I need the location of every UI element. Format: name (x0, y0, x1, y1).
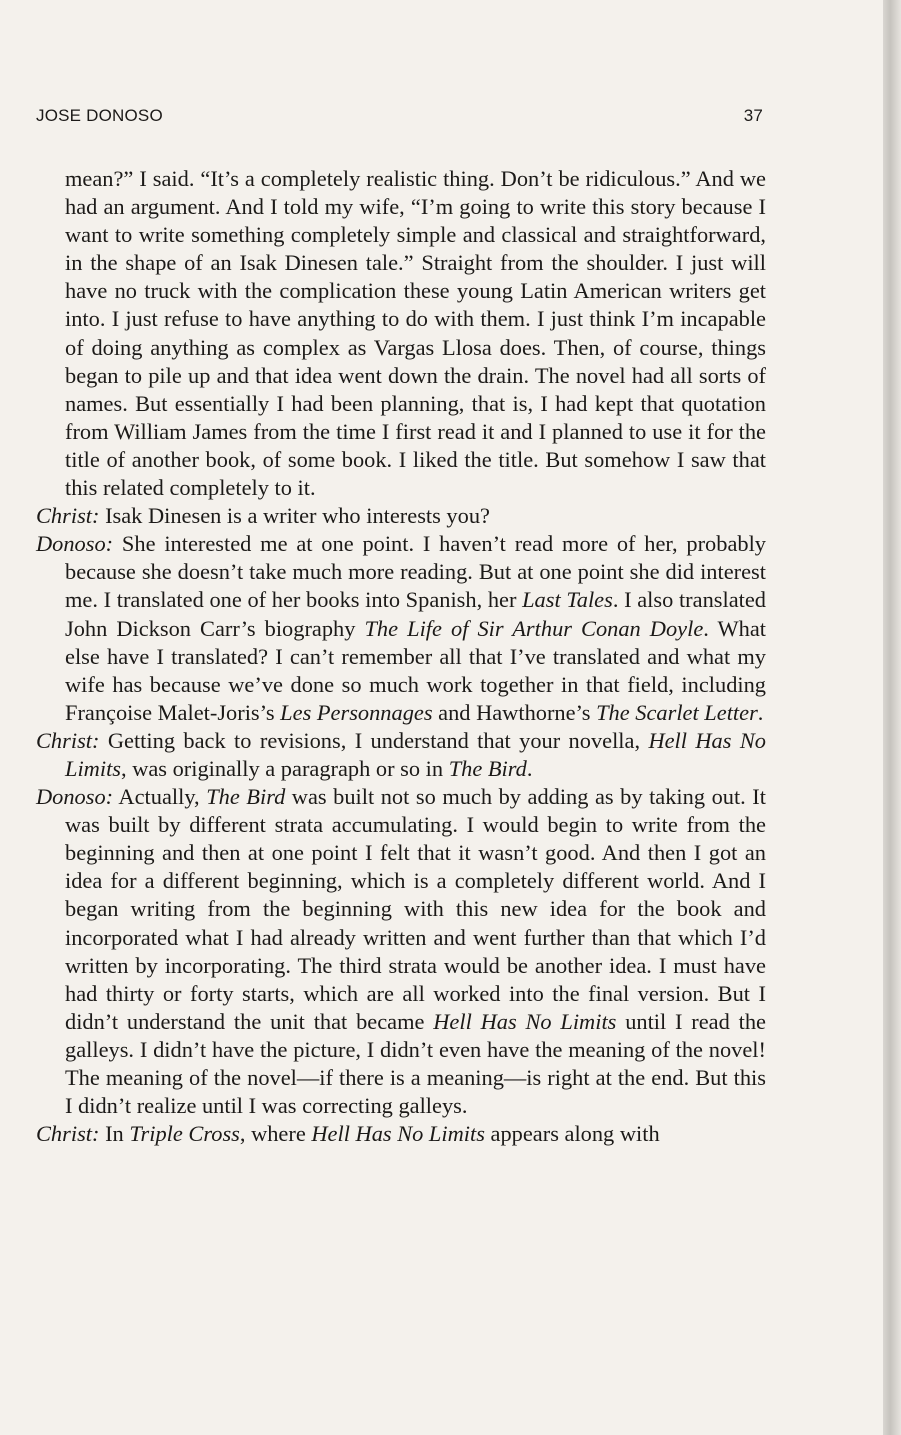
running-head (36, 104, 763, 128)
text-run: In (99, 1121, 130, 1147)
text-run: She interested me at one point. I haven’t read more of her, probably because she doesn’t take much more reading. But at one point she did interest me. I translated one of her books into Spanish, her (65, 531, 766, 613)
text-run: Getting back to revisions, I understand that your novella, (99, 727, 649, 753)
text-run: . I also translated John Dickson Carr’s biography (65, 587, 766, 641)
continuation-paragraph (36, 165, 766, 502)
text-run: , where (239, 1121, 312, 1147)
page-number: 37 (743, 106, 763, 125)
text-run: , was originally a paragraph or so in (121, 755, 449, 781)
dialogue-paragraph (36, 502, 766, 530)
italic-title: The Life of Sir Arthur Conan Doyle (364, 615, 704, 641)
speaker-label: Christ: (36, 1121, 100, 1147)
italic-title: The Scarlet Letter (596, 699, 758, 725)
text-run: was built not so much by adding as by taking out. It was built by different strata accumulating. I would begin to write from the beginning and then at one point I felt that it wasn’t good. And then I got an idea for a different beginning, which is a completely different world. And I began writing from the beginning with this new idea for the book and incorporated what I had already written and went further than that which I’d written by incorporating. The third strata would be another idea. I must have had thirty or forty starts, which are all worked into the final version. But I didn’t understand the unit that became (65, 784, 766, 1034)
running-head-author: JOSE DONOSO (36, 106, 163, 125)
text-run: appears along with (484, 1121, 660, 1147)
italic-title: Les Personnages (280, 699, 433, 725)
dialogue-paragraph (36, 530, 766, 727)
italic-title: Hell Has No Limits (65, 727, 766, 781)
speaker-label: Donoso: (36, 784, 114, 810)
page-edge (883, 0, 901, 1435)
speaker-label: Christ: (36, 727, 100, 753)
text-run: Actually, (113, 784, 207, 810)
italic-title: Hell Has No Limits (311, 1121, 485, 1147)
dialogue-paragraph (36, 727, 766, 783)
italic-title: The Bird (448, 755, 527, 781)
text-run: mean?” I said. “It’s a completely realistic thing. Don’t be ridiculous.” And we had an argument. And I told my wife, “I’m going to write this story because I want to write something completely simple and classical and straightforward, in the shape of an Isak Dinesen tale.” Straight from the shoulder. I just will have no truck with the complication these young Latin American writers get into. I just refuse to have anything to do with them. I just think I’m incapable of doing anything as complex as Vargas Llosa does. Then, of course, things began to pile up and that idea went down the drain. The novel had all sorts of names. But essentially I had been planning, that is, I had kept that quotation from William James from the time I first read it and I planned to use it for the title of another book, of some book. I liked the title. But somehow I saw that this related completely to it. (65, 166, 766, 501)
text-run: Isak Dinesen is a writer who interests you? (99, 503, 490, 529)
speaker-label: Donoso: (36, 531, 114, 557)
text-run: until I read the galleys. I didn’t have the picture, I didn’t even have the meaning of the novel! The meaning of the novel—if there is a meaning—is right at the end. But this I didn’t realize until I was correcting galleys. (65, 1008, 766, 1119)
italic-title: The Bird (206, 784, 286, 810)
italic-title: Last Tales (522, 587, 613, 613)
interview-text (36, 165, 766, 1148)
text-run: and Hawthorne’s (432, 699, 597, 725)
text-run: . (526, 755, 533, 781)
text-run: . (757, 699, 764, 725)
dialogue-paragraph (36, 783, 766, 1120)
italic-title: Triple Cross (129, 1121, 240, 1147)
italic-title: Hell Has No Limits (433, 1008, 617, 1034)
speaker-label: Christ: (36, 503, 100, 529)
text-run: . What else have I translated? I can’t remember all that I’ve translated and what my wife has because we’ve done so much work together in that field, including Françoise Malet-Joris’s (65, 615, 766, 725)
dialogue-paragraph (36, 1120, 766, 1148)
